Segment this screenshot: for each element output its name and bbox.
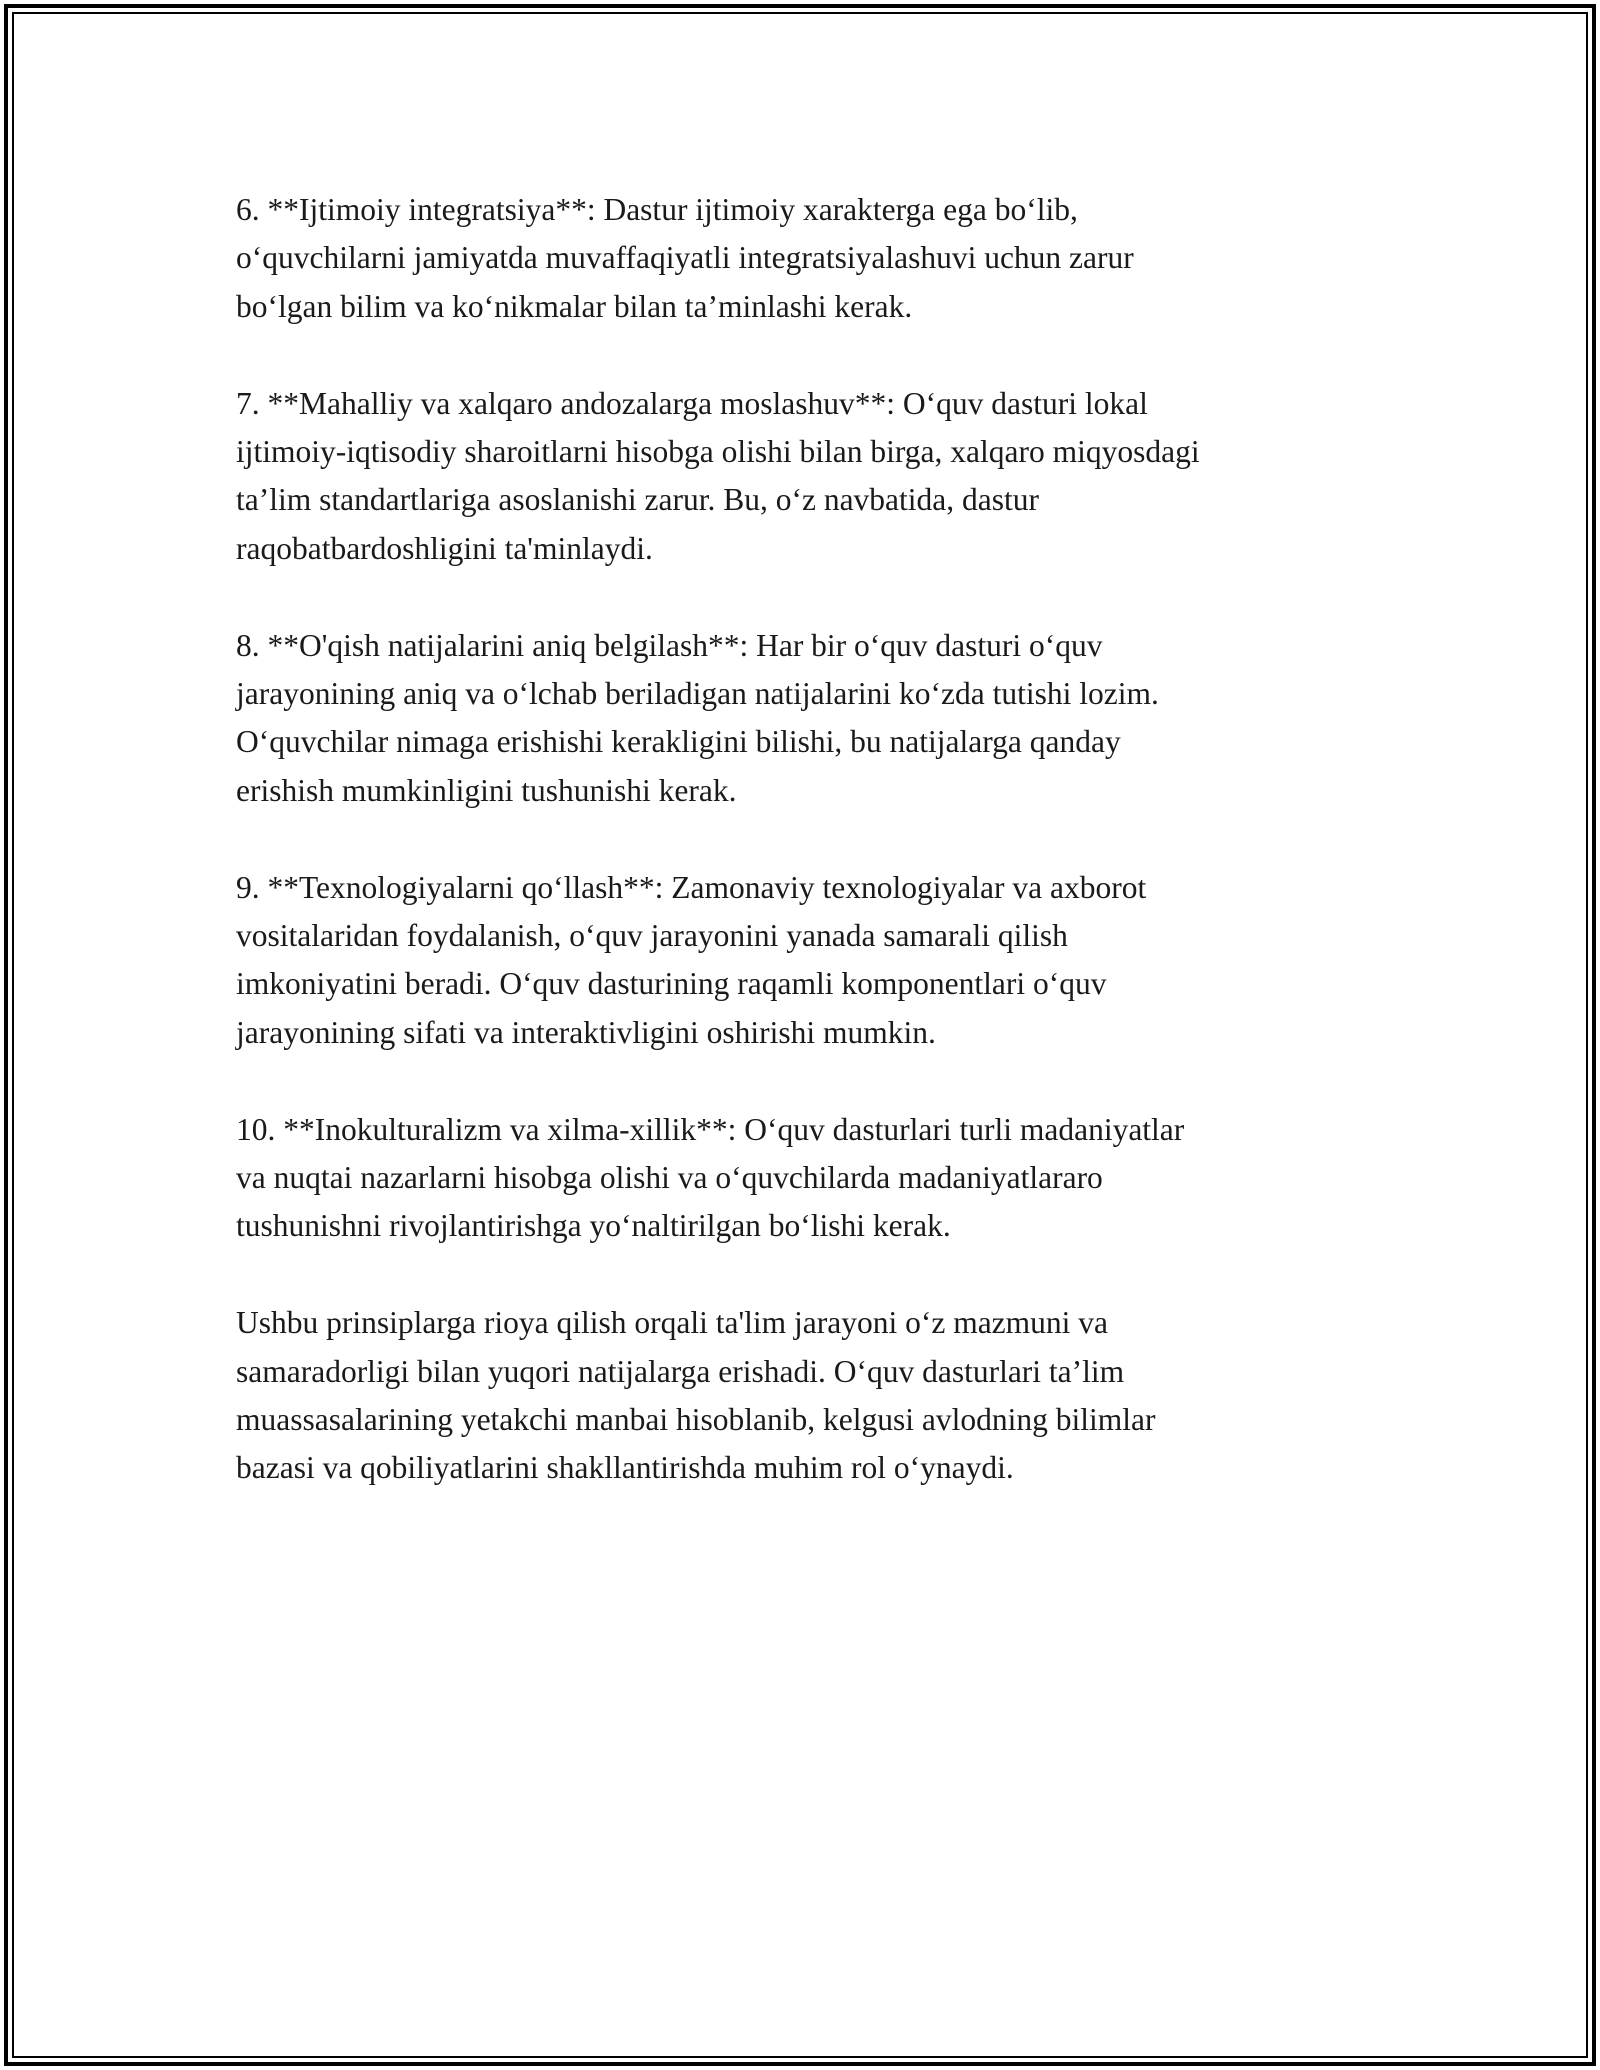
paragraph-multiculturalism: 10. **Inokulturalizm va xilma-xillik**: O‘quv dasturlari turli madaniyatlar va nuqtai nazarlarni hisobga olishi va o‘quvchilarda madaniyatlararo tushunishni rivojlantirishga yo‘naltirilgan bo‘lishi kerak. — [236, 1111, 1185, 1244]
paragraph-social-integration: 6. **Ijtimoiy integratsiya**: Dastur ijtimoiy xarakterga ega bo‘lib, o‘quvchilarni jamiyatda muvaffaqiyatli integratsiyalashuvi uchun zarur bo‘lgan bilim va ko‘nikmalar bilan ta’minlashi kerak. — [236, 192, 1134, 324]
paragraph-technology-use: 9. **Texnologiyalarni qo‘llash**: Zamonaviy texnologiyalar va axborot vositalaridan foydalanish, o‘quv jarayonini yanada samarali qilish imkoniyatini beradi. O‘quv dasturining raqamli komponentlari o‘quv jarayonining sifati va interaktivligini oshirishi mumkin. — [236, 869, 1147, 1050]
paragraph-learning-outcomes: 8. **O'qish natijalarini aniq belgilash**: Har bir o‘quv dasturi o‘quv jarayonining aniq va o‘lchab beriladigan natijalarini ko‘zda tutishi lozim. O‘quvchilar nimaga erishishi kerakligini bilishi, bu natijalarga qanday erishish mumkinligini tushunishi kerak. — [236, 627, 1159, 808]
document-body — [236, 186, 1366, 1541]
paragraph-standards-adaptation: 7. **Mahalliy va xalqaro andozalarga moslashuv**: O‘quv dasturi lokal ijtimoiy-iqtisodiy sharoitlarni hisobga olishi bilan birga, xalqaro miqyosdagi ta’lim standartlariga asoslanishi zarur. Bu, o‘z navbatida, dastur raqobatbardoshligini ta'minlaydi. — [236, 385, 1200, 566]
paragraph-conclusion: Ushbu prinsiplarga rioya qilish orqali ta'lim jarayoni o‘z mazmuni va samaradorligi bilan yuqori natijalarga erishadi. O‘quv dasturlari ta’lim muassasalarining yetakchi manbai hisoblanib, kelgusi avlodning bilimlar bazasi va qobiliyatlarini shakllantirishda muhim rol o‘ynaydi. — [236, 1305, 1156, 1486]
